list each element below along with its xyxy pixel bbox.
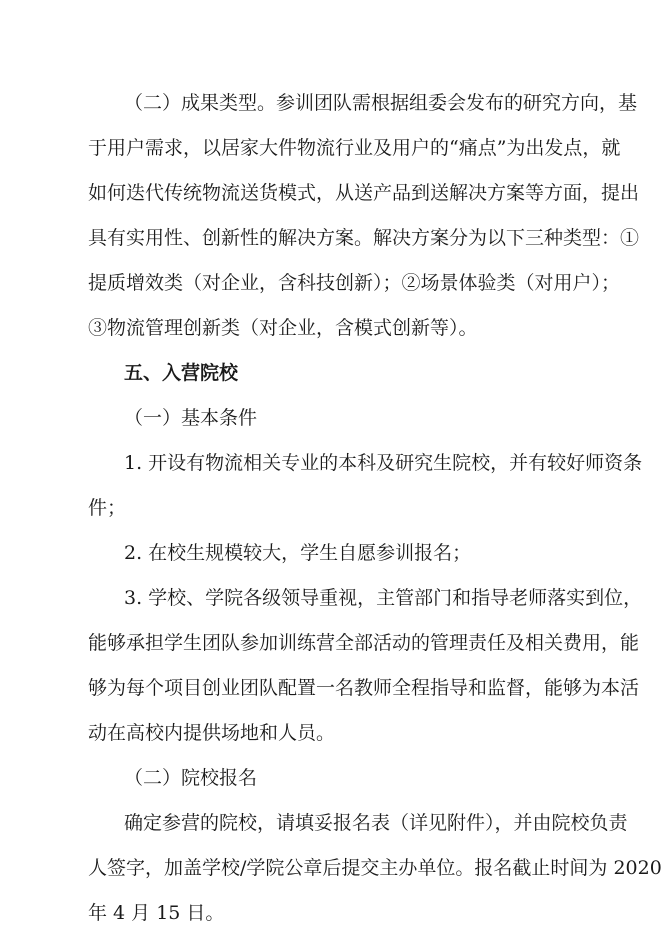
paragraph-line: 具有实用性、创新性的解决方案。解决方案分为以下三种类型：①	[88, 227, 640, 249]
paragraph-line: 确定参营的院校，请填妥报名表（详见附件），并由院校负责	[124, 812, 628, 834]
subsection-title-basic-conditions: （一）基本条件	[124, 407, 258, 429]
list-item-3-continued: 动在高校内提供场地和人员。	[88, 722, 336, 744]
paragraph-line: 如何迭代传统物流送货模式，从送产品到送解决方案等方面，提出	[88, 182, 640, 204]
list-item-1-continued: 件；	[88, 497, 127, 519]
section-heading: 五、入营院校	[124, 362, 239, 384]
paragraph-line: 年 4 月 15 日。	[88, 902, 225, 924]
paragraph-line: 提质增效类（对企业，含科技创新）；②场景体验类（对用户）；	[88, 272, 621, 294]
list-item-3-continued: 能够承担学生团队参加训练营全部活动的管理责任及相关费用，能	[88, 632, 640, 654]
paragraph-line: 于用户需求，以居家大件物流行业及用户的“痛点”为出发点，就	[88, 137, 621, 159]
list-item-2: 2. 在校生规模较大，学生自愿参训报名；	[124, 542, 472, 564]
subsection-title-registration: （二）院校报名	[124, 767, 258, 789]
paragraph-line: ③物流管理创新类（对企业，含模式创新等）。	[88, 317, 478, 339]
list-item-3: 3. 学校、学院各级领导重视，主管部门和指导老师落实到位，	[124, 587, 643, 609]
list-item-3-continued: 够为每个项目创业团队配置一名教师全程指导和监督，能够为本活	[88, 677, 640, 699]
paragraph-line: 人签字，加盖学校/学院公章后提交主办单位。报名截止时间为 2020	[88, 857, 662, 879]
list-item-1: 1. 开设有物流相关专业的本科及研究生院校，并有较好师资条	[124, 452, 643, 474]
paragraph-line: （二）成果类型。参训团队需根据组委会发布的研究方向，基	[124, 92, 638, 114]
